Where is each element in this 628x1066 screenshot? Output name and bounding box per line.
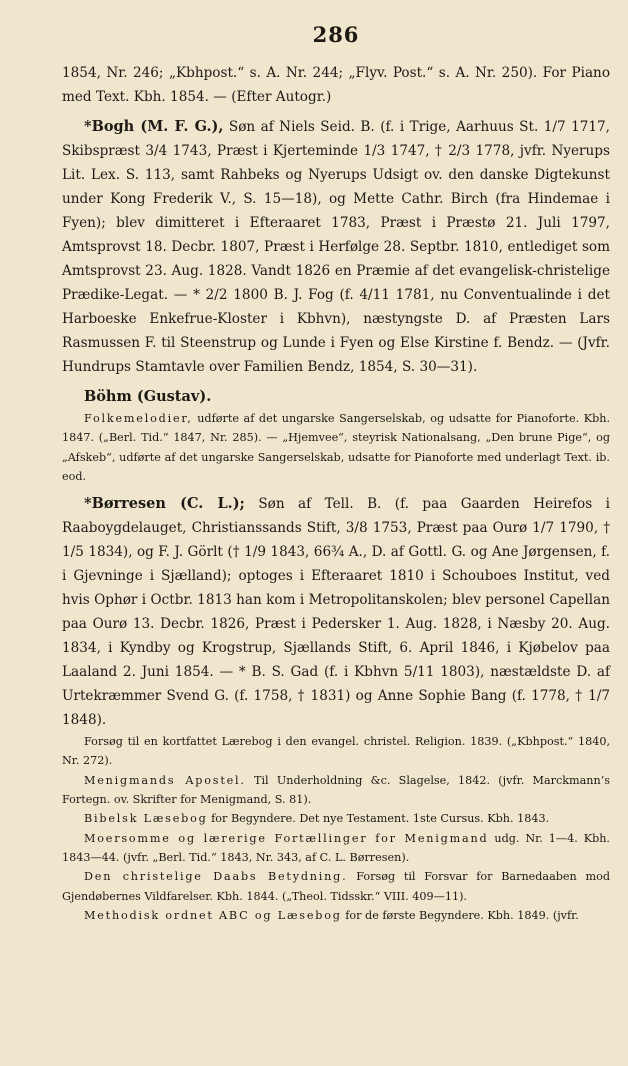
entry-borresen: [62, 492, 610, 732]
entry-heading: *Børresen (C. L.);: [84, 495, 245, 513]
work-text: for de første Begyndere. Kbh. 1849. (jvfr.: [341, 908, 579, 922]
entry-text: Søn af Niels Seid. B. (f. i Trige, Aarhuus St. 1/7 1717, Skibspræst 3/4 1743, Præst i Kjerteminde 1/3 1747, † 2/3 1778, jvfr. Nyerups Lit. Lex. S. 113, samt Rahbeks og Nyerups Udsigt ov. den danske Digtekunst under Kong Frederik V., S. 15—18), og Mette Cathr. Birch (fra Hindemae i Fyen); blev dimitteret i Efteraaret 1783, Præst i Præstø 21. Juli 1797, Amtsprovst 18. Decbr. 1807, Præst i Herfølge 28. Septbr. 1810, entlediget som Amtsprovst 23. Aug. 1828. Vandt 1826 en Præmie af det evangelisk-christelige Prædike-Legat. — * 2/2 1800 B. J. Fog (f. 4/11 1781, nu Conventualinde i det Harboeske Enkefrue-Kloster i Kbhvn), næstyngste D. af Præsten Lars Rasmussen F. til Steenstrup og Lunde i Fyen og Else Kirstine f. Bendz. — (Jvfr. Hundrups Stamtavle over Familien Bendz, 1854, S. 30—31).: [62, 119, 610, 375]
work-title: Folkemelodier,: [84, 412, 193, 425]
work-fortaellinger: [62, 829, 610, 868]
work-text: Forsøg til Forsvar for Barnedaaben mod Gjendøbernes Vildfarelser. Kbh. 1844. („Theol. Tidsskr.“ VIII. 409—11).: [62, 870, 610, 903]
work-abc-laesebog: [62, 906, 610, 925]
entry-heading: *Bogh (M. F. G.),: [84, 118, 224, 135]
entry-bohm: [62, 385, 610, 409]
page-number: 286: [312, 22, 360, 47]
work-daabs-betydning: [62, 867, 610, 906]
work-menigmands-apostel: [62, 771, 610, 810]
work-bibelsk-laesebog: [62, 809, 610, 828]
work-text: for Begyndere. Det nye Testament. 1ste Cursus. Kbh. 1843.: [207, 812, 550, 826]
work-text: udg. Nr. 1—4. Kbh. 1843—44. (jvfr. „Berl. Tid.“ 1843, Nr. 343, af C. L. Børresen).: [62, 831, 610, 864]
work-title: Den christelige Daabs Betydning.: [84, 870, 348, 884]
continuation-paragraph: [62, 61, 610, 109]
work-title: Methodisk ordnet ABC og Læsebog: [84, 908, 342, 922]
work-title: Moersomme og lærerige Fortællinger for Menigmand: [84, 831, 489, 845]
work-folkemelodier: [62, 409, 610, 486]
work-title: Bibelsk Læsebog: [84, 812, 208, 826]
entry-text: Søn af Tell. B. (f. paa Gaarden Heirefos i Raaboygdelauget, Christianssands Stift, 3/8 1753, Præst paa Ourø 1/7 1790, † 1/5 1834), og F. J. Görlt († 1/9 1843, 66¾ A., D. af Gottl. G. og Ane Jørgensen, f. i Gjevninge i Sjælland); optoges i Efteraaret 1810 i Schouboes Institut, ved hvis Ophør i Octbr. 1813 han kom i Metropolitanskolen; blev personel Capellan paa Ourø 13. Decbr. 1826, Præst i Pedersker 1. Aug. 1828, i Næsby 20. Aug. 1834, i Kyndby og Krogstrup, Sjællands Stift, 6. April 1846, i Kjøbelov paa Laaland 2. Juni 1854. — * B. S. Gad (f. i Kbhvn 5/11 1803), næstældste D. af Urtekræmmer Svend G. (f. 1758, † 1831) og Anne Sophie Bang (f. 1778, † 1/7 1848).: [62, 496, 610, 729]
work-text: Til Underholdning &c. Slagelse, 1842. (jvfr. Marckmann’s Fortegn. ov. Skrifter for Menigmand, S. 81).: [62, 773, 610, 807]
entry-heading: Böhm (Gustav).: [84, 388, 212, 405]
entry-bogh: [62, 115, 610, 379]
work-title: Menigmands Apostel.: [84, 773, 246, 787]
work-text: Forsøg til en kortfattet Lærebog i den evangel. christel. Religion. 1839. („Kbhpost.“ 1840, Nr. 272).: [62, 735, 610, 768]
paragraph-text: 1854, Nr. 246; „Kbhpost.“ s. A. Nr. 244; „Flyv. Post.“ s. A. Nr. 250). For Piano med Text. Kbh. 1854. — (Efter Autogr.): [62, 65, 610, 105]
work-forsog: [62, 732, 610, 771]
work-text: udførte af det ungarske Sangerselskab, og udsatte for Pianoforte. Kbh. 1847. („Berl. Tid.“ 1847, Nr. 285). — „Hjemvee“, steyrisk Nationalsang, „Den brune Pige“, og „Afskeb“, udførte af det ungarske Sangerselskab, udsatte for Pianoforte med underlagt Text. ib. eod.: [62, 412, 610, 483]
